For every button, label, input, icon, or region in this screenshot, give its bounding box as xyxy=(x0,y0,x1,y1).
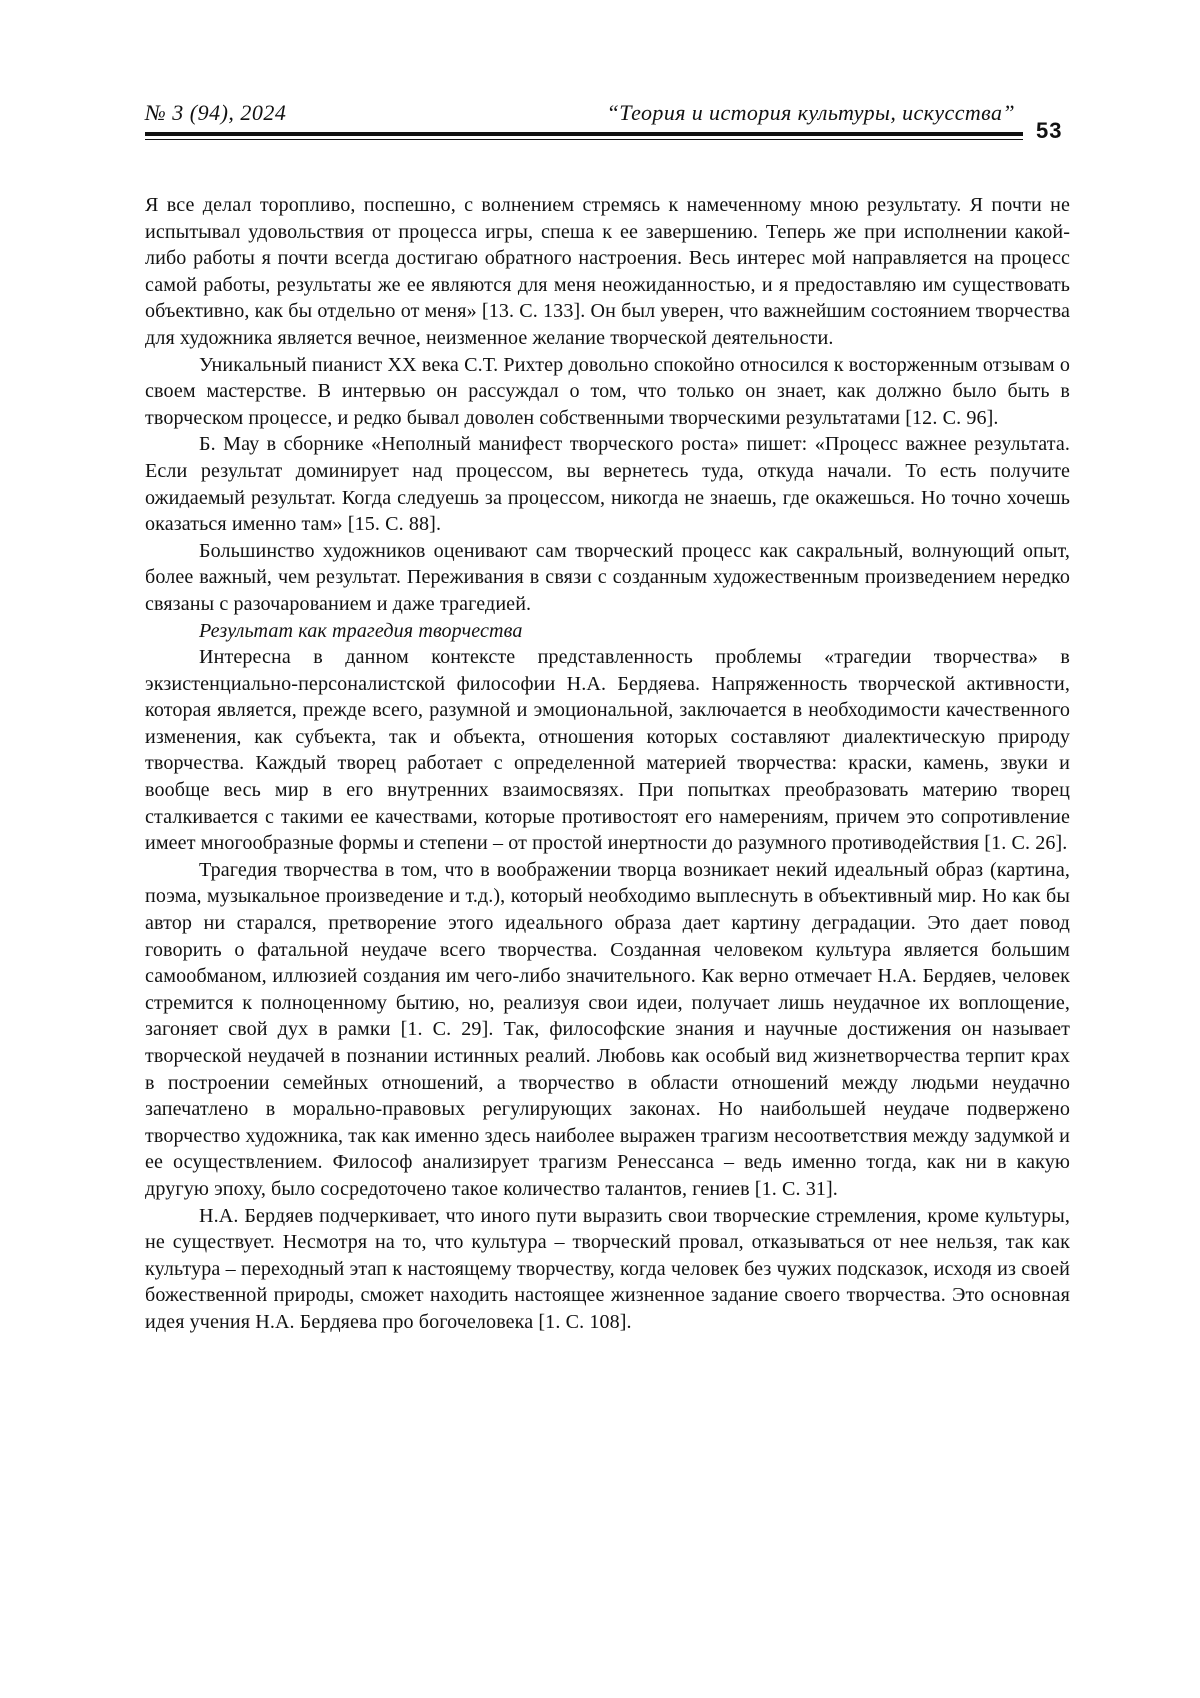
header-rule-thin xyxy=(145,139,1023,140)
paragraph: Н.А. Бердяев подчеркивает, что иного пути выразить свои творческие стремления, кроме культуры, не существует. Несмотря на то, что культура – творческий провал, отказываться от нее нельзя, так как культура – переходный этап к настоящему творчеству, когда человек без чужих подсказок, исходя из своей божественной природы, сможет находить настоящее жизненное задание своего творчества. Это основная идея учения Н.А. Бердяева про богочеловека [1. С. 108]. xyxy=(145,1203,1070,1336)
paragraph: Большинство художников оценивают сам творческий процесс как сакральный, волнующий опыт, более важный, чем результат. Переживания в связи с созданным художественным произведением нередко связаны с разочарованием и даже трагедией. xyxy=(145,538,1070,618)
running-header xyxy=(145,96,1023,136)
paragraph: Уникальный пианист XX века С.Т. Рихтер довольно спокойно относился к восторженным отзывам о своем мастерстве. В интервью он рассуждал о том, что только он знает, как должно было быть в творческом процессе, и редко бывал доволен собственными творческими результатами [12. С. 96]. xyxy=(145,352,1070,432)
paragraph: Б. Мау в сборнике «Неполный манифест творческого роста» пишет: «Процесс важнее результата. Если результат доминирует над процессом, вы вернетесь туда, откуда начали. То есть получите ожидаемый результат. Когда следуешь за процессом, никогда не знаешь, где окажешься. Но точно хочешь оказаться именно там» [15. С. 88]. xyxy=(145,431,1070,537)
paragraph: Интересна в данном контексте представленность проблемы «трагедии творчества» в экзистенциально-персоналистской философии Н.А. Бердяева. Напряженность творческой активности, которая является, прежде всего, разумной и эмоциональной, заключается в необходимости качественного изменения, как субъекта, так и объекта, отношения которых составляют диалектическую природу творчества. Каждый творец работает с определенной материей творчества: краски, камень, звуки и вообще весь мир в его внутренних взаимосвязях. При попытках преобразовать материю творец сталкивается с такими ее качествами, которые противостоят его намерениям, причем это сопротивление имеет многообразные формы и степени – от простой инертности до разумного противодействия [1. С. 26]. xyxy=(145,644,1070,857)
issue-number: № 3 (94), 2024 xyxy=(145,100,286,126)
paragraph: Трагедия творчества в том, что в воображении творца возникает некий идеальный образ (картина, поэма, музыкальное произведение и т.д.), который необходимо выплеснуть в объективный мир. Но как бы автор ни старался, претворение этого идеального образа дает картину деградации. Это дает повод говорить о фатальной неудаче всего творчества. Созданная человеком культура является большим самообманом, иллюзией создания им чего-либо значительного. Как верно отмечает Н.А. Бердяев, человек стремится к полноценному бытию, но, реализуя свои идеи, получает лишь неудачное их воплощение, загоняет свой дух в рамки [1. С. 29]. Так, философские знания и научные достижения он называет творческой неудачей в познании истинных реалий. Любовь как особый вид жизнетворчества терпит крах в построении семейных отношений, а творчество в области отношений между людьми неудачно запечатлено в морально-правовых регулирующих законах. Но наибольшей неудаче подвержено творчество художника, так как именно здесь наиболее выражен трагизм несоответствия между задумкой и ее осуществлением. Философ анализирует трагизм Ренессанса – ведь именно тогда, как ни в какую другую эпоху, было сосредоточено такое количество талантов, гениев [1. С. 31]. xyxy=(145,857,1070,1203)
paragraph: Я все делал торопливо, поспешно, с волнением стремясь к намеченному мною результату. Я почти не испытывал удовольствия от процесса игры, спеша к ее завершению. Теперь же при исполнении какой-либо работы я почти всегда достигаю обратного настроения. Весь интерес мой направляется на процесс самой работы, результаты же ее являются для меня неожиданностью, и я предоставляю им существовать объективно, как бы отдельно от меня» [13. С. 133]. Он был уверен, что важнейшим состоянием творчества для художника является вечное, неизменное желание творческой деятельности. xyxy=(145,192,1070,352)
article-body xyxy=(145,192,1070,1336)
journal-title: “Теория и история культуры, искусства” xyxy=(607,100,1015,126)
section-subheading: Результат как трагедия творчества xyxy=(145,618,1070,645)
page-number: 53 xyxy=(1036,118,1062,144)
header-rule-thick xyxy=(145,132,1023,136)
